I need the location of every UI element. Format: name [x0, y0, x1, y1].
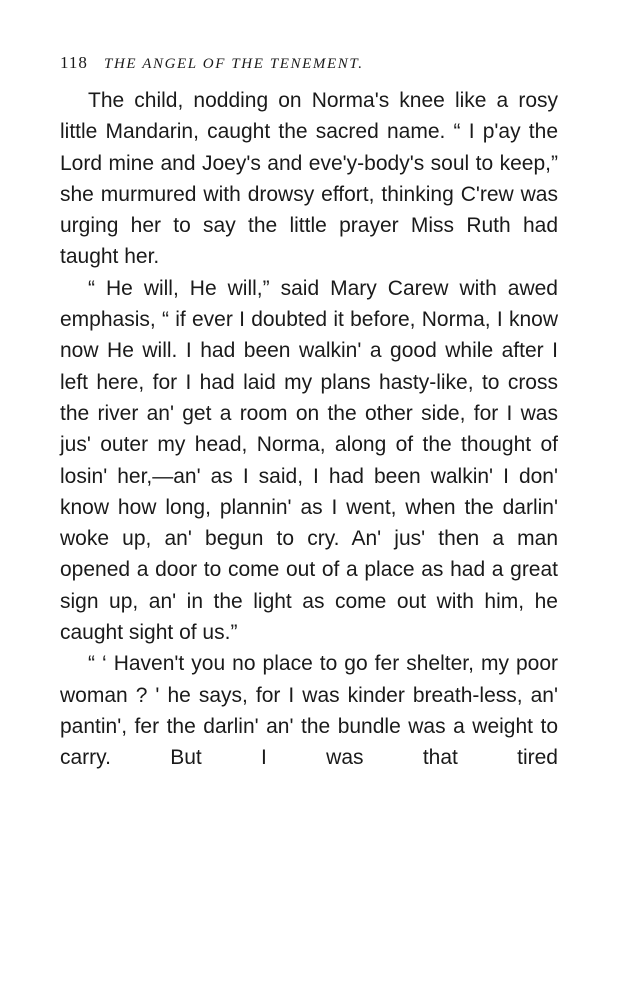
body-text — [60, 85, 558, 774]
running-title: THE ANGEL OF THE TENEMENT. — [104, 56, 364, 72]
paragraph: The child, nodding on Norma's knee like a rosy little Mandarin, caught the sacred name. “ I p'ay the Lord mine and Joey's and eve'y-body's soul to keep,” she murmured with drowsy effort, thinking C'rew was urging her to say the little prayer Miss Ruth had taught her. — [60, 89, 558, 269]
paragraph: “ ‘ Haven't you no place to go fer shelter, my poor woman ? ' he says, for I was kinder breath-less, an' pantin', fer the darlin' an' the bundle was a weight to carry. But I was that tired — [60, 652, 558, 770]
book-page — [60, 52, 558, 774]
paragraph: “ He will, He will,” said Mary Carew with awed emphasis, “ if ever I doubted it before, Norma, I know now He will. I had been walkin' a good while after I left here, for I had laid my plans hasty-like, to cross the river an' get a room on the other side, for I was jus' outer my head, Norma, along of the thought of losin' her,—an' as I said, I had been walkin' I don' know how long, plannin' as I went, when the darlin' woke up, an' begun to cry. An' jus' then a man opened a door to come out of a place as had a great sign up, an' in the light as come out with him, he caught sight of us.” — [60, 276, 558, 645]
page-number: 118 — [60, 53, 88, 72]
running-head — [60, 52, 558, 75]
